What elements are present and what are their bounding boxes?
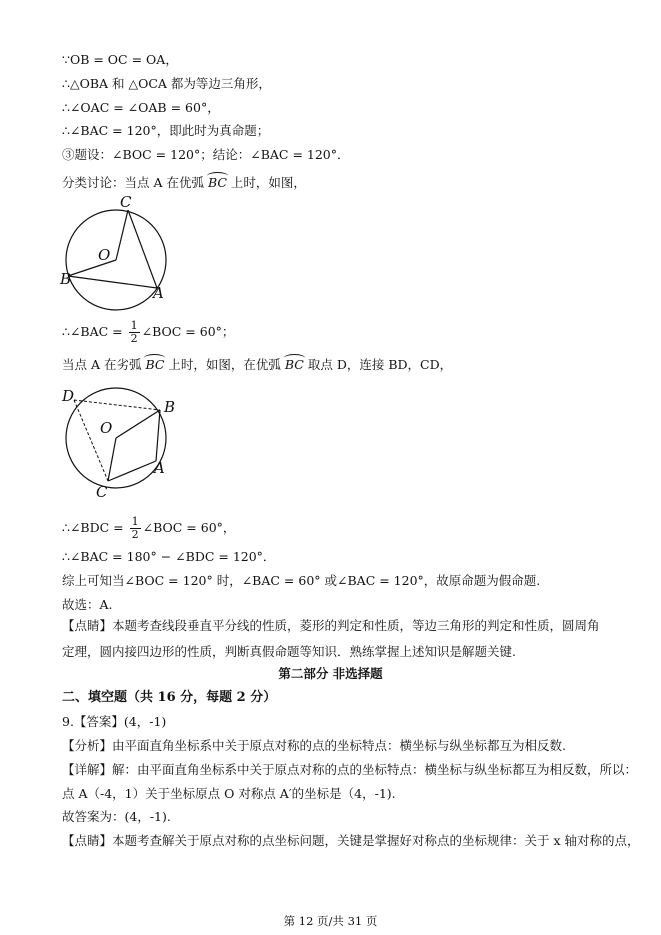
segment-oc xyxy=(116,210,128,260)
arc-bc: BC xyxy=(208,172,227,191)
proof-line-3: ∴∠OAC = ∠OAB = 60°， xyxy=(62,100,220,115)
figure-circle-2 xyxy=(58,385,188,501)
text-span: 上时，如图， xyxy=(226,175,306,190)
label-a: A xyxy=(153,284,164,302)
fraction-denominator: 2 xyxy=(131,528,139,541)
chord-ca xyxy=(108,461,156,481)
question-9-answer: 9.【答案】(4，-1) xyxy=(62,714,167,729)
commentary-line: 【点睛】本题考查解关于原点对称的点坐标问题，关键是掌握好对称点的坐标规律：关于 x 轴对称的点， xyxy=(62,833,640,848)
label-a: A xyxy=(154,459,165,477)
figure-circle-1 xyxy=(58,193,178,302)
fraction-half xyxy=(130,516,141,541)
solution-line-1: 【详解】解：由平面直角坐标系中关于原点对称的点的坐标特点：横坐标与纵坐标都互为相反数，所以： xyxy=(62,762,638,777)
analysis-line: 【分析】由平面直角坐标系中关于原点对称的点的坐标特点：横坐标与纵坐标都互为相反数. xyxy=(62,738,566,753)
chord-ba xyxy=(68,276,157,288)
commentary-paragraph: 【点睛】本题考查线段垂直平分线的性质，菱形的判定和性质，等边三角形的判定和性质，圆周角定理，圆内接四边形的性质，判断真假命题等知识．熟练掌握上述知识是解题关键. xyxy=(62,618,600,659)
text-span: ∠BOC = 60°， xyxy=(142,520,236,535)
proof-line-7 xyxy=(62,320,234,345)
page-footer: 第 12 页/共 31 页 xyxy=(283,914,378,928)
fraction-numerator: 1 xyxy=(131,515,139,528)
text-span: ∴∠BDC = xyxy=(62,520,128,535)
text-span: 取点 D，连接 BD，CD， xyxy=(303,357,453,372)
label-d: D xyxy=(62,387,75,405)
part-heading: 第二部分 非选择题 xyxy=(278,666,383,681)
label-c: C xyxy=(96,483,108,501)
text-span: 分类讨论：当点 A 在优弧 xyxy=(62,175,208,190)
segment-oc xyxy=(108,438,116,481)
chord-ba xyxy=(156,410,160,461)
answer-summary: 故答案为：(4，-1). xyxy=(62,809,171,824)
arc-bc: BC xyxy=(285,354,304,373)
fraction-half xyxy=(129,320,140,345)
label-o: O xyxy=(98,246,111,264)
segment-ob xyxy=(116,410,160,438)
chord-db xyxy=(74,400,160,410)
fraction-numerator: 1 xyxy=(130,319,138,332)
label-b: B xyxy=(164,398,176,416)
proof-line-4: ∴∠BAC = 120°，即此时为真命题； xyxy=(62,123,270,138)
proof-line-1: ∵OB = OC = OA， xyxy=(62,52,178,67)
arc-bc: BC xyxy=(145,354,164,373)
proof-line-10: ∴∠BAC = 180° − ∠BDC = 120°． xyxy=(62,549,276,564)
answer-line: 故选：A. xyxy=(62,597,113,612)
proof-line-8 xyxy=(62,354,452,373)
fraction-denominator: 2 xyxy=(130,332,138,345)
conclusion-line: 综上可知当∠BOC = 120° 时，∠BAC = 60° 或∠BAC = 120°，故原命题为假命题. xyxy=(62,573,541,588)
proof-line-5: ③题设：∠BOC = 120°；结论：∠BAC = 120°． xyxy=(62,147,350,162)
section-heading: 二、填空题（共 16 分，每题 2 分） xyxy=(62,690,277,705)
chord-dc xyxy=(74,400,108,481)
proof-line-6 xyxy=(62,172,306,191)
chord-ca xyxy=(128,210,157,288)
label-c: C xyxy=(120,193,132,211)
text-span: ∴∠BAC = xyxy=(62,324,127,339)
text-span: ∠BOC = 60°； xyxy=(141,324,235,339)
label-b: B xyxy=(60,270,72,288)
text-span: 上时，如图，在优弧 xyxy=(164,357,285,372)
label-o: O xyxy=(100,419,113,437)
solution-line-2: 点 A（-4，1）关于坐标原点 O 对称点 A′的坐标是（4，-1). xyxy=(62,786,396,801)
text-span: 当点 A 在劣弧 xyxy=(62,357,146,372)
proof-line-2: ∴△OBA 和 △OCA 都为等边三角形， xyxy=(62,76,271,91)
proof-line-9 xyxy=(62,516,235,541)
